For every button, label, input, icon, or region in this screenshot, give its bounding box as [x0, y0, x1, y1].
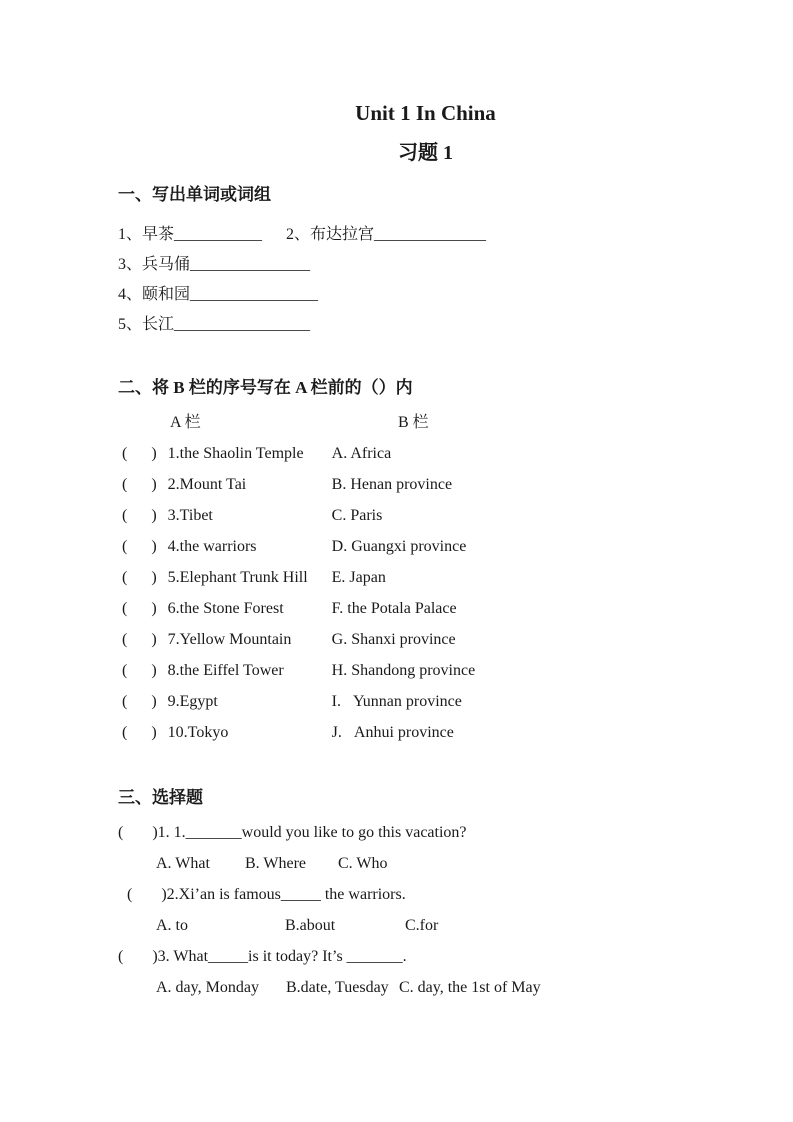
- question-stem: 1. 1._______would you like to go this vacation?: [157, 824, 467, 841]
- paren-close: ): [151, 569, 157, 586]
- paren-close: ): [152, 824, 158, 841]
- match-item-a: 4.the warriors: [167, 538, 257, 555]
- options-line: [118, 980, 733, 996]
- vocab-line-2: [118, 257, 733, 273]
- question-stem: 2.Xi’an is famous_____ the warriors.: [166, 886, 406, 903]
- match-item-b: D. Guangxi province: [331, 538, 467, 555]
- answer-slot: [127, 446, 151, 462]
- paren-open: (: [127, 886, 133, 903]
- paren-open: (: [122, 538, 128, 555]
- match-item-b: B. Henan province: [331, 476, 453, 493]
- match-item-a: 10.Tokyo: [167, 724, 229, 741]
- match-row: [118, 632, 733, 648]
- match-item-a: 2.Mount Tai: [167, 476, 247, 493]
- section3-heading: 三、选择题: [118, 788, 203, 807]
- paren-open: (: [122, 600, 128, 617]
- option: A. day, Monday: [156, 979, 259, 996]
- match-item-a: 9.Egypt: [167, 693, 218, 710]
- vocab-item-label: 3、兵马俑: [118, 256, 191, 273]
- option: A. to: [156, 917, 188, 934]
- vocab-line-1: [118, 227, 733, 243]
- answer-slot: [127, 632, 151, 648]
- paren-close: ): [151, 693, 157, 710]
- option: C. day, the 1st of May: [399, 979, 541, 996]
- match-item-a: 3.Tibet: [167, 507, 213, 524]
- answer-blank: ___________: [174, 226, 263, 243]
- answer-slot: [127, 694, 151, 710]
- match-row: [118, 446, 733, 462]
- match-row: [118, 694, 733, 710]
- option: C.for: [405, 917, 439, 934]
- paren-open: (: [122, 693, 128, 710]
- match-row: [118, 508, 733, 524]
- answer-slot: [127, 663, 151, 679]
- section1-heading: 一、写出单词或词组: [118, 185, 271, 204]
- option: C. Who: [338, 855, 388, 872]
- match-item-b: I. Yunnan province: [331, 693, 462, 710]
- doc-subtitle: 习题 1: [398, 142, 453, 164]
- options-line: [118, 856, 733, 872]
- match-item-b: J. Anhui province: [331, 724, 454, 741]
- match-item-b: A. Africa: [331, 445, 392, 462]
- option: B.about: [285, 917, 336, 934]
- paren-open: (: [122, 724, 128, 741]
- paren-close: ): [151, 476, 157, 493]
- match-row: [118, 601, 733, 617]
- paren-open: (: [122, 569, 128, 586]
- answer-slot: [127, 601, 151, 617]
- column-b-header: B 栏: [398, 414, 429, 431]
- question-stem: 3. What_____is it today? It’s _______.: [157, 948, 407, 965]
- match-item-b: G. Shanxi province: [331, 631, 456, 648]
- paren-close: ): [151, 445, 157, 462]
- answer-blank: _________________: [174, 316, 311, 333]
- match-item-b: F. the Potala Palace: [331, 600, 457, 617]
- match-item-a: 6.the Stone Forest: [167, 600, 284, 617]
- doc-title: Unit 1 In China: [355, 101, 496, 125]
- vocab-item-label: 1、早茶: [118, 226, 175, 243]
- vocab-line-3: [118, 287, 733, 303]
- paren-close: ): [151, 724, 157, 741]
- answer-slot: [127, 539, 151, 555]
- match-item-b: E. Japan: [331, 569, 386, 586]
- match-item-a: 8.the Eiffel Tower: [167, 662, 284, 679]
- match-item-a: 5.Elephant Trunk Hill: [167, 569, 308, 586]
- answer-blank: ______________: [374, 226, 487, 243]
- paren-open: (: [118, 824, 124, 841]
- match-item-a: 1.the Shaolin Temple: [167, 445, 304, 462]
- paren-open: (: [122, 507, 128, 524]
- paren-open: (: [118, 948, 124, 965]
- answer-blank: ________________: [190, 286, 319, 303]
- paren-close: ): [151, 631, 157, 648]
- paren-open: (: [122, 631, 128, 648]
- options-line: [118, 918, 733, 934]
- option: B.date, Tuesday: [286, 979, 389, 996]
- match-column-headers: [118, 415, 733, 431]
- paren-open: (: [122, 445, 128, 462]
- vocab-item-label: 5、长江: [118, 316, 175, 333]
- question-line: [118, 949, 733, 965]
- option: B. Where: [245, 855, 307, 872]
- paren-close: ): [151, 600, 157, 617]
- answer-slot: [127, 570, 151, 586]
- column-a-header: A 栏: [170, 414, 201, 431]
- match-row: [118, 663, 733, 679]
- answer-blank: _______________: [190, 256, 311, 273]
- match-row: [118, 570, 733, 586]
- answer-slot: [127, 725, 151, 741]
- answer-slot: [127, 508, 151, 524]
- paren-open: (: [122, 662, 128, 679]
- question-line: [118, 825, 733, 841]
- vocab-item-label: 4、颐和园: [118, 286, 191, 303]
- match-row: [118, 477, 733, 493]
- paren-close: ): [151, 538, 157, 555]
- match-row: [118, 725, 733, 741]
- vocab-line-4: [118, 317, 733, 333]
- match-item-b: C. Paris: [331, 507, 383, 524]
- match-row: [118, 539, 733, 555]
- match-item-a: 7.Yellow Mountain: [167, 631, 292, 648]
- paren-close: ): [161, 886, 167, 903]
- question-line: [118, 887, 733, 903]
- paren-close: ): [152, 948, 158, 965]
- match-item-b: H. Shandong province: [331, 662, 476, 679]
- section2-heading: 二、将 B 栏的序号写在 A 栏前的（）内: [118, 378, 413, 397]
- paren-close: ): [151, 507, 157, 524]
- paren-open: (: [122, 476, 128, 493]
- paren-close: ): [151, 662, 157, 679]
- vocab-item-label: 2、布达拉宫: [286, 226, 375, 243]
- answer-slot: [127, 477, 151, 493]
- option: A. What: [156, 855, 210, 872]
